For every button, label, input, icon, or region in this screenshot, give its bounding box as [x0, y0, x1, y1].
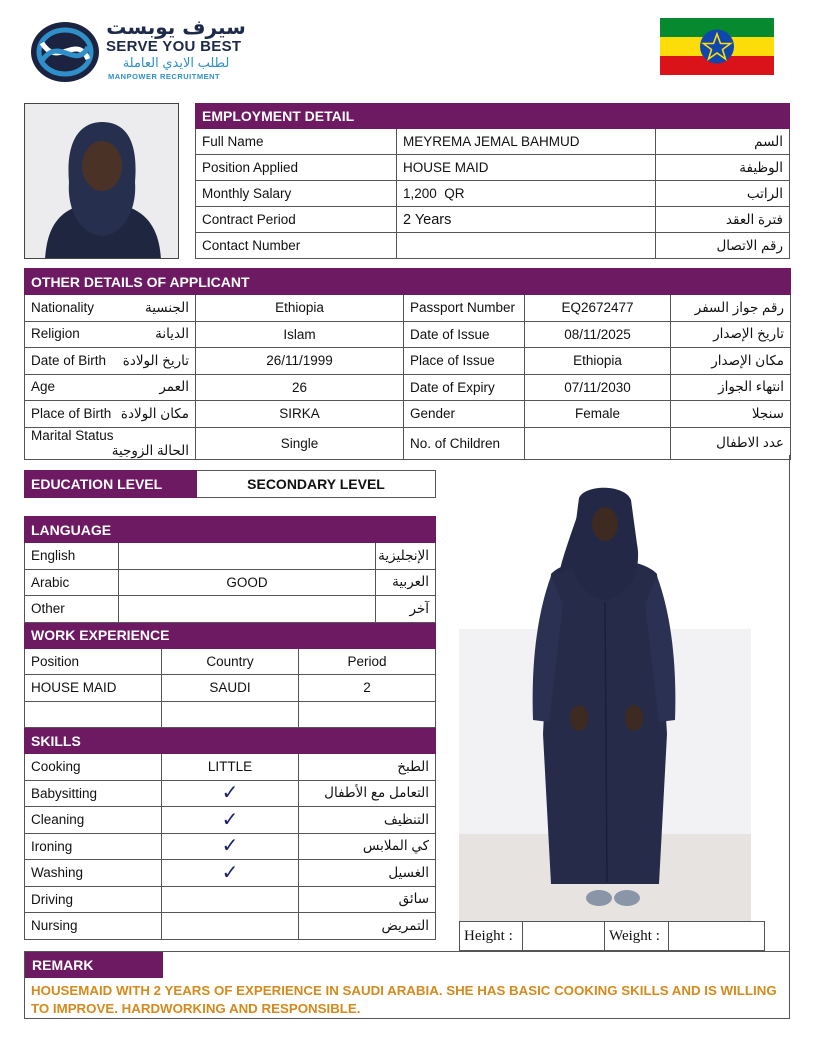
skill-babysitting-label: Babysitting [25, 780, 162, 807]
weight-label: Weight : [605, 922, 669, 951]
marital-status-label: Marital Status [31, 427, 114, 443]
work-column-period: Period [299, 648, 436, 675]
other-details-table [24, 268, 791, 460]
date-of-expiry-arabic: انتهاء الجواز [671, 374, 791, 401]
age-label: Age [31, 379, 56, 395]
height-value [523, 922, 605, 951]
table-row [25, 401, 791, 428]
table-row [25, 543, 436, 570]
language-other-arabic: آخر [376, 596, 436, 623]
date-of-issue-value: 08/11/2025 [525, 321, 671, 348]
height-weight-table [459, 921, 765, 951]
logo-arabic-top: سيرف يوبست [106, 15, 246, 39]
skill-cooking-label: Cooking [25, 754, 162, 781]
position-applied-label: Position Applied [196, 155, 397, 181]
place-of-birth-arabic: مكان الولادة [120, 405, 189, 421]
work-column-country: Country [162, 648, 299, 675]
other-details-header: OTHER DETAILS OF APPLICANT [25, 269, 791, 295]
table-row [196, 129, 790, 155]
skill-washing-label: Washing [25, 860, 162, 887]
logo-english: SERVE YOU BEST [106, 38, 242, 55]
passport-number-arabic: رقم جواز السفر [671, 295, 791, 322]
age-arabic: العمر [159, 379, 189, 395]
skill-cleaning-label: Cleaning [25, 807, 162, 834]
age-value: 26 [196, 374, 404, 401]
work-period-value: 2 [299, 675, 436, 702]
children-label: No. of Children [404, 427, 525, 459]
table-row [25, 648, 436, 675]
gender-arabic: سنجلا [671, 401, 791, 428]
monthly-salary-label: Monthly Salary [196, 181, 397, 207]
skill-nursing-label: Nursing [25, 913, 162, 940]
table-row [25, 701, 436, 728]
contract-period-arabic: فترة العقد [656, 207, 790, 233]
language-arabic-label: Arabic [25, 569, 119, 596]
education-level-label: EDUCATION LEVEL [25, 471, 197, 498]
skills-header: SKILLS [25, 728, 299, 754]
table-row [25, 833, 436, 860]
religion-value: Islam [196, 321, 404, 348]
table-row [196, 233, 790, 259]
remark-section [24, 951, 790, 1019]
language-arabic-arabic: العربية [376, 569, 436, 596]
language-work-skills-table [24, 516, 436, 940]
full-name-arabic: السم [656, 129, 790, 155]
contact-number-label: Contact Number [196, 233, 397, 259]
date-of-expiry-value: 07/11/2030 [525, 374, 671, 401]
contract-period-label: Contract Period [196, 207, 397, 233]
table-row [25, 348, 791, 375]
date-of-birth-label: Date of Birth [31, 352, 107, 368]
place-of-issue-value: Ethiopia [525, 348, 671, 375]
applicant-full-body-photo [459, 484, 751, 921]
language-header: LANGUAGE [25, 517, 436, 543]
place-of-birth-value: SIRKA [196, 401, 404, 428]
table-row [25, 374, 791, 401]
table-row [25, 427, 791, 459]
place-of-issue-arabic: مكان الإصدار [671, 348, 791, 375]
skill-cooking-arabic: الطبخ [299, 754, 436, 781]
employment-detail-table [195, 103, 790, 259]
passport-number-label: Passport Number [404, 295, 525, 322]
religion-label: Religion [31, 326, 80, 342]
monthly-salary-value: 1,200 QR [397, 181, 656, 207]
skill-driving-value [162, 886, 299, 913]
work-experience-header: WORK EXPERIENCE [25, 622, 436, 648]
skill-ironing-label: Ironing [25, 833, 162, 860]
checkmark-icon: ✓ [221, 861, 239, 884]
table-row [196, 207, 790, 233]
gender-label: Gender [404, 401, 525, 428]
remark-header: REMARK [25, 952, 163, 978]
children-arabic: عدد الاطفال [671, 427, 791, 459]
work-period-value [299, 701, 436, 728]
position-applied-value: HOUSE MAID [397, 155, 656, 181]
table-row [25, 295, 791, 322]
skill-nursing-value [162, 913, 299, 940]
company-logo [28, 15, 248, 85]
table-row [25, 321, 791, 348]
section-divider [789, 455, 790, 951]
table-row [25, 596, 436, 623]
remark-text: HOUSEMAID WITH 2 YEARS OF EXPERIENCE IN SAUDI ARABIA. SHE HAS BASIC COOKING SKILLS AND IS WILLING TO IMPROVE. HARDWORKING AND RESPONSIBLE. [31, 983, 777, 1016]
skill-washing-arabic: الغسيل [299, 860, 436, 887]
passport-number-value: EQ2672477 [525, 295, 671, 322]
date-of-expiry-label: Date of Expiry [404, 374, 525, 401]
checkmark-icon: ✓ [221, 782, 239, 805]
education-level-table [24, 470, 436, 498]
nationality-arabic: الجنسية [144, 299, 189, 315]
logo-arabic-bottom: لطلب الايدي العاملة [122, 55, 230, 70]
contact-number-value [397, 233, 656, 259]
language-english-label: English [25, 543, 119, 570]
contact-number-arabic: رقم الاتصال [656, 233, 790, 259]
table-row [25, 780, 436, 807]
contract-period-value: 2 Years [397, 207, 656, 233]
date-of-birth-value: 26/11/1999 [196, 348, 404, 375]
employment-detail-header: EMPLOYMENT DETAIL [196, 104, 656, 129]
position-applied-arabic: الوظيفة [656, 155, 790, 181]
full-name-value: MEYREMA JEMAL BAHMUD [397, 129, 656, 155]
table-row [196, 155, 790, 181]
applicant-portrait-photo [24, 103, 179, 259]
skill-ironing-arabic: كي الملابس [299, 833, 436, 860]
full-name-label: Full Name [196, 129, 397, 155]
ethiopia-flag [660, 18, 774, 75]
language-english-arabic: الإنجليزية [376, 543, 436, 570]
date-of-birth-arabic: تاريخ الولادة [122, 352, 189, 368]
place-of-birth-label: Place of Birth [31, 405, 112, 421]
skill-babysitting-arabic: التعامل مع الأطفال [299, 780, 436, 807]
skill-nursing-arabic: التمريض [299, 913, 436, 940]
work-country-value: SAUDI [162, 675, 299, 702]
work-column-position: Position [25, 648, 162, 675]
language-english-value [119, 543, 376, 570]
nationality-value: Ethiopia [196, 295, 404, 322]
height-label: Height : [460, 922, 523, 951]
marital-status-value: Single [196, 427, 404, 459]
table-row [25, 807, 436, 834]
education-level-value: SECONDARY LEVEL [197, 471, 436, 498]
checkmark-icon: ✓ [221, 835, 239, 858]
language-other-label: Other [25, 596, 119, 623]
religion-arabic: الديانة [155, 326, 189, 342]
children-value [525, 427, 671, 459]
marital-status-arabic: الحالة الزوجية [111, 442, 189, 458]
table-row [196, 181, 790, 207]
skill-cleaning-arabic: التنظيف [299, 807, 436, 834]
monthly-salary-arabic: الراتب [656, 181, 790, 207]
work-position-value [25, 701, 162, 728]
table-row [25, 860, 436, 887]
language-other-value [119, 596, 376, 623]
checkmark-icon: ✓ [221, 808, 239, 831]
language-arabic-value: GOOD [119, 569, 376, 596]
date-of-issue-label: Date of Issue [404, 321, 525, 348]
work-country-value [162, 701, 299, 728]
table-row [25, 886, 436, 913]
logo-emblem [28, 19, 102, 85]
table-row [25, 913, 436, 940]
weight-value [669, 922, 765, 951]
gender-value: Female [525, 401, 671, 428]
date-of-issue-arabic: تاريخ الإصدار [671, 321, 791, 348]
table-row [25, 754, 436, 781]
logo-subtitle: MANPOWER RECRUITMENT [108, 72, 221, 81]
work-position-value: HOUSE MAID [25, 675, 162, 702]
skill-driving-label: Driving [25, 886, 162, 913]
skill-driving-arabic: سائق [299, 886, 436, 913]
nationality-label: Nationality [31, 299, 95, 315]
table-row [25, 569, 436, 596]
place-of-issue-label: Place of Issue [404, 348, 525, 375]
skill-cooking-value: LITTLE [162, 754, 299, 781]
table-row [25, 675, 436, 702]
